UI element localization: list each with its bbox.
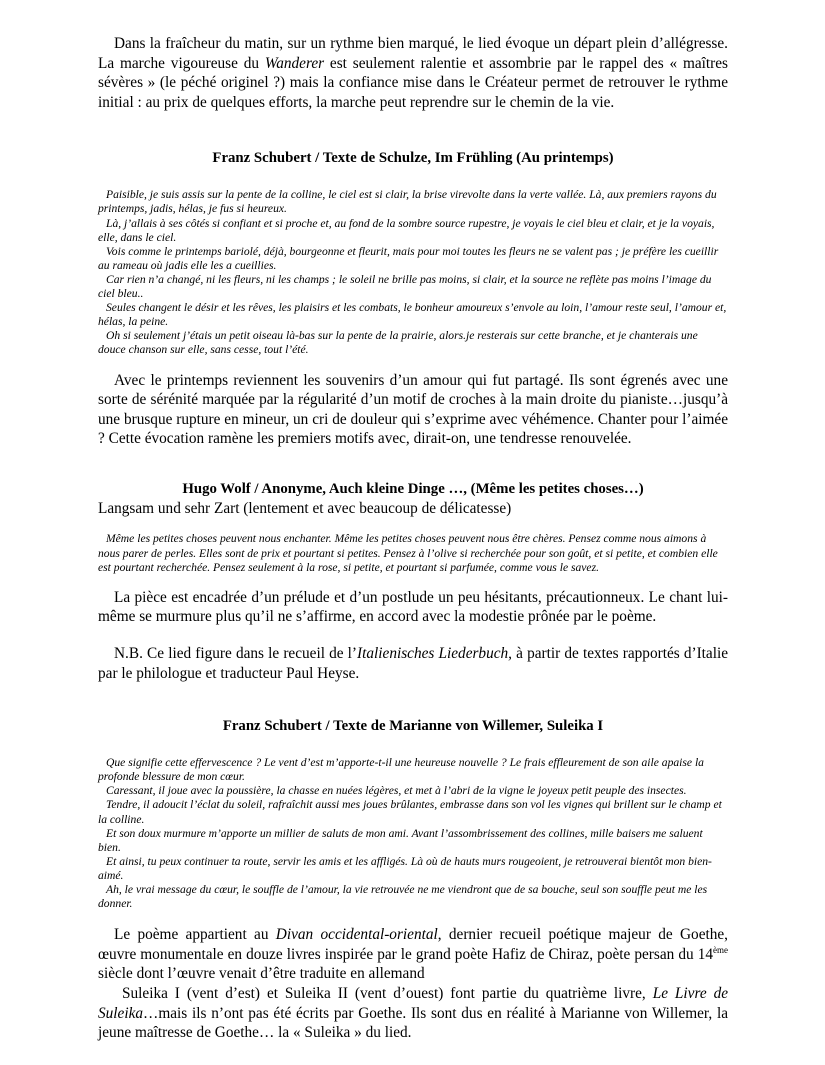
intro-paragraph [98, 34, 728, 112]
document-page [98, 34, 728, 1043]
poem-stanza: Tendre, il adoucit l’éclat du soleil, rafraîchit aussi mes joues brûlantes, embrasse dans son vol les vignes qui brillent sur le champ et la colline. [98, 798, 722, 826]
poem-stanza: Caressant, il joue avec la poussière, la chasse en nuées légères, et met à l’abri de la vigne le joyeux petit peuple des insectes. [106, 784, 687, 798]
comment-text-b: …mais ils n’ont pas été écrits par Goethe. Ils sont dus en réalité à Marianne von Willemer, la jeune maîtresse de Goethe… la « Suleika » du lied. [98, 1004, 728, 1042]
note-text-b: à partir de textes rapportés d’Italie par le philologue et traducteur Paul Heyse. [98, 644, 729, 682]
comment-text-a: Suleika I (vent d’est) et Suleika II (vent d’ouest) font partie du quatrième livre, [122, 984, 653, 1002]
poem-stanza: Même les petites choses peuvent nous enchanter. Même les petites choses peuvent nous être chères. Pensez comme nous aimons à nous parer de perles. Elles sont de prix et pourtant si petites. Pensez à l’olive si recherchée pour son goût, et si petite, et combien elle est pourtant recherchée. Pensez seulement à la rose, si petite, et pourtant si parfumée, comme vous le savez. [98, 532, 718, 574]
poem-stanza: Seules changent le désir et les rêves, les plaisirs et les combats, le bonheur amoureux s’envole au loin, l’amour reste seul, l’amour et, hélas, la peine. [98, 301, 727, 329]
section1-heading: Franz Schubert / Texte de Schulze, Im Frühling (Au printemps) [212, 150, 614, 167]
poem-stanza: Car rien n’a changé, ni les fleurs, ni les champs ; le soleil ne brille pas moins, si clair, et la source ne reflète pas moins l’image du ciel bleu.. [98, 272, 712, 301]
section2-heading: Hugo Wolf / Anonyme, Auch kleine Dinge …, (Même les petites choses…) [182, 480, 644, 497]
intro-text-a: Dans la fraîcheur du matin, sur un rythme bien marqué, le lied évoque un départ plein d’allégresse. La marche vigoureuse du [98, 35, 728, 72]
section2-tempo: Langsam und sehr Zart (lentement et avec beaucoup de délicatesse) [98, 499, 512, 517]
poem-stanza: Et son doux murmure m’apporte un millier de saluts de mon ami. Avant l’assombrissement des collines, mille baisers me saluent bien. [98, 826, 703, 854]
section3-comment-1 [98, 925, 728, 984]
comment-text-b: , dernier recueil poétique majeur de Goethe, œuvre monumentale en douze livres inspirée par le grand poète Hafiz de Chiraz, poète persan du 14 [98, 926, 728, 963]
section1-poem [98, 188, 728, 357]
section3-poem [98, 756, 728, 911]
section3-comment-2 [98, 984, 728, 1043]
section3-heading: Franz Schubert / Texte de Marianne von Willemer, Suleika I [222, 718, 604, 735]
section1-comment: Avec le printemps reviennent les souvenirs d’un amour qui fut partagé. Ils sont égrenés avec une sorte de sérénité marquée par la régularité d’un motif de croches à la main droite du pianiste…jusqu’à une brusque rupture en mineur, un cri de douleur qui s’exprime avec véhémence. Chanter pour l’aimée ? Cette évocation ramène les premiers motifs avec, dirait-on, une tendresse renouvelée. [98, 371, 728, 448]
intro-title-wanderer: Wanderer [264, 54, 325, 72]
ordinal-suffix: ème [713, 944, 728, 955]
section2-comment: La pièce est encadrée d’un prélude et d’un postlude un peu hésitants, précautionneux. Le chant lui-même se murmure plus qu’il ne s’affirme, en accord avec la modestie prônée par le poème. [98, 588, 728, 626]
poem-stanza: Là, j’allais à ses côtés si confiant et si proche et, au fond de la sombre source rupestre, je voyais le ciel bleu et clair, et je la voyais, elle, dans le ciel. [98, 216, 715, 244]
comment-text-c: siècle dont l’œuvre venait d’être traduite en allemand [98, 965, 425, 983]
comment-text-a: Le poème appartient au [114, 926, 276, 944]
section2-note [98, 644, 728, 683]
poem-stanza: Ah, le vrai message du cœur, le souffle de l’amour, la vie retrouvée ne me viendront que de sa bouche, seul son souffle peut me les donner. [98, 882, 708, 911]
note-title-liederbuch: Italienisches Liederbuch, [357, 644, 512, 662]
poem-stanza: Paisible, je suis assis sur la pente de la colline, le ciel est si clair, la brise virevolte dans la verte vallée. Là, aux premiers rayons du printemps, jadis, hélas, je fus si heureux. [98, 188, 717, 216]
poem-stanza: Et ainsi, tu peux continuer ta route, servir les amis et les affligés. Là où de hauts murs rougeoient, je retrouverai bientôt mon bien-aimé. [98, 854, 712, 882]
comment-title-divan: Divan occidental-oriental [275, 926, 438, 944]
poem-stanza: Vois comme le printemps bariolé, déjà, bourgeonne et fleurit, mais pour moi toutes les fleurs ne se valent pas ; je préfère les cueillir au rameau où jadis elle les a cueillies. [98, 244, 719, 272]
section2-poem [98, 532, 728, 574]
comment-title-suleika: Le Livre de Suleika [98, 984, 729, 1022]
poem-stanza: Que signifie cette effervescence ? Le vent d’est m’apporte-t-il une heureuse nouvelle ? Le frais effleurement de son aile apaise la profonde blessure de mon cœur. [98, 756, 704, 784]
note-text-a: N.B. Ce lied figure dans le recueil de l’ [114, 644, 358, 662]
intro-text-b: est seulement ralentie et assombrie par le rappel des « maîtres sévères » (le péché originel ?) mais la confiance mise dans le Créateur permet de retrouver le rythme initial : au prix de quelques efforts, la marche peut reprendre sur le chemin de la vie. [98, 54, 729, 111]
poem-stanza: Oh si seulement j’étais un petit oiseau là-bas sur la pente de la prairie, alors.je resterais sur cette branche, et je chanterais une douce chanson sur elle, sans cesse, tout l’été. [98, 329, 698, 357]
